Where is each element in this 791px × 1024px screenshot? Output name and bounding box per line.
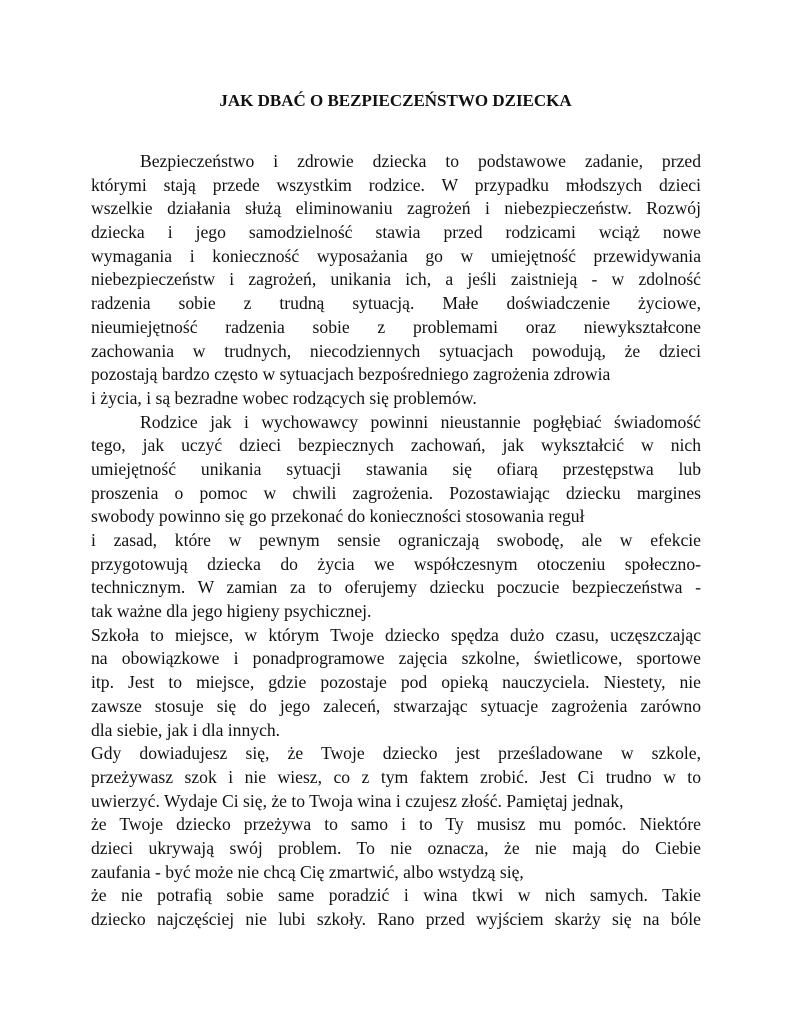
text-line: dziecka i jego samodzielność stawia przed rodzicami wciąż nowe bbox=[91, 222, 701, 243]
text-line: i zasad, które w pewnym sensie ograniczają swobodę, ale w efekcie bbox=[91, 530, 701, 550]
text-line: proszenia o pomoc w chwili zagrożenia. Pozostawiając dziecku margines bbox=[91, 482, 701, 503]
text-line: uwierzyć. Wydaje Ci się, że to Twoja wina i czujesz złość. Pamiętaj jednak, bbox=[91, 790, 624, 811]
text-line: tego, jak uczyć dzieci bezpiecznych zachowań, jak wykształcić w nich bbox=[91, 435, 701, 456]
text-line: dla siebie, jak i dla innych. bbox=[91, 719, 281, 740]
text-line: dziecko najczęściej nie lubi szkoły. Rano przed wyjściem skarży się na bóle bbox=[91, 909, 701, 929]
text-line: umiejętność unikania sytuacji stawania się ofiarą przestępstwa lub bbox=[91, 458, 701, 479]
text-line: przygotowują dziecka do życia we współczesnym otoczeniu społeczno- bbox=[91, 553, 701, 574]
text-line: tak ważne dla jego higieny psychicznej. bbox=[91, 601, 372, 622]
text-line: zawsze stosuje się do jego zaleceń, stwarzając sytuacje zagrożenia zarówno bbox=[91, 695, 701, 716]
text-line: technicznym. W zamian za to oferujemy dziecku poczucie bezpieczeństwa - bbox=[91, 577, 701, 598]
text-line: pozostają bardzo często w sytuacjach bezpośredniego zagrożenia zdrowia bbox=[91, 364, 611, 385]
text-line: że Twoje dziecko przeżywa to samo i to Ty musisz mu pomóc. Niektóre bbox=[91, 814, 701, 835]
text-line: swobody powinno się go przekonać do konieczności stosowania reguł bbox=[91, 506, 585, 527]
text-line: Rodzice jak i wychowawcy powinni nieustannie pogłębiać świadomość bbox=[140, 411, 701, 432]
text-line: i życia, i są bezradne wobec rodzących się problemów. bbox=[91, 387, 477, 408]
text-line: którymi stają przede wszystkim rodzice. W przypadku młodszych dzieci bbox=[91, 174, 701, 195]
page-title: JAK DBAĆ O BEZPIECZEŃSTWO DZIECKA bbox=[219, 91, 572, 110]
text-line: dzieci ukrywają swój problem. To nie oznacza, że nie mają do Ciebie bbox=[91, 837, 701, 858]
text-line: nieumiejętność radzenia sobie z problemami oraz niewykształcone bbox=[91, 316, 701, 337]
text-line: przeżywasz szok i nie wiesz, co z tym faktem zrobić. Jest Ci trudno w to bbox=[91, 766, 701, 787]
text-line: Szkoła to miejsce, w którym Twoje dziecko spędza dużo czasu, uczęszczając bbox=[91, 624, 701, 645]
text-line: wymagania i konieczność wyposażania go w umiejętność przewidywania bbox=[91, 245, 701, 266]
body-text bbox=[91, 150, 701, 932]
text-line: na obowiązkowe i ponadprogramowe zajęcia szkolne, świetlicowe, sportowe bbox=[91, 648, 701, 669]
text-line: zachowania w trudnych, niecodziennych sytuacjach powodują, że dzieci bbox=[91, 340, 701, 361]
text-line: niebezpieczeństw i zagrożeń, unikania ich, a jeśli zaistnieją - w zdolność bbox=[91, 269, 701, 290]
text-line: radzenia sobie z trudną sytuacją. Małe doświadczenie życiowe, bbox=[91, 293, 701, 314]
text-line: że nie potrafią sobie same poradzić i wina tkwi w nich samych. Takie bbox=[91, 885, 701, 906]
text-line: zaufania - być może nie chcą Cię zmartwić, albo wstydzą się, bbox=[91, 861, 524, 882]
text-line: Bezpieczeństwo i zdrowie dziecka to podstawowe zadanie, przed bbox=[140, 151, 701, 171]
text-line: wszelkie działania służą eliminowaniu zagrożeń i niebezpieczeństw. Rozwój bbox=[91, 198, 701, 219]
text-line: Gdy dowiadujesz się, że Twoje dziecko jest prześladowane w szkole, bbox=[91, 743, 701, 764]
text-line: itp. Jest to miejsce, gdzie pozostaje pod opieką nauczyciela. Niestety, nie bbox=[91, 672, 701, 693]
